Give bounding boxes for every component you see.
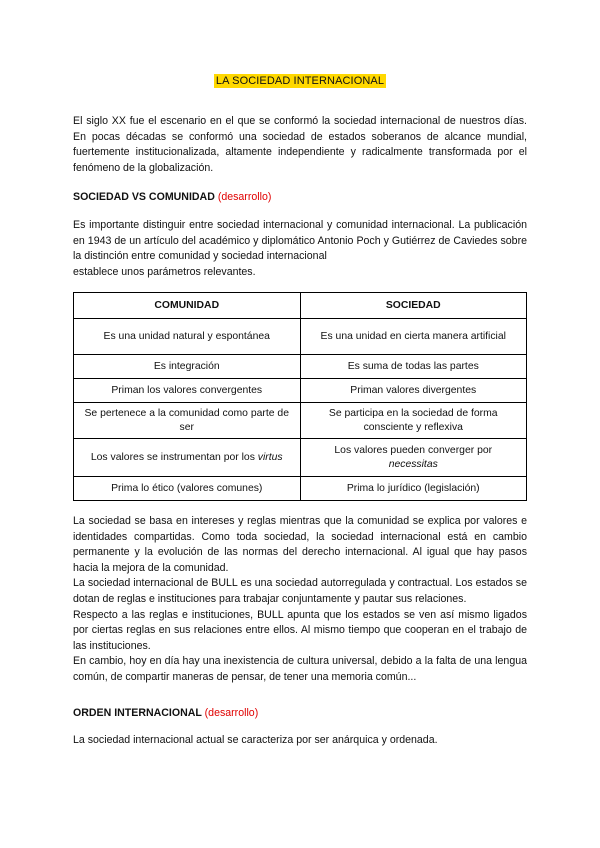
table-cell: Se pertenece a la comunidad como parte de ser <box>74 403 301 439</box>
section1-paragraph <box>73 218 527 280</box>
table-cell: Se participa en la sociedad de forma consciente y reflexiva <box>300 403 527 439</box>
row5-right-text: Los valores pueden converger por <box>334 445 493 456</box>
intro-paragraph <box>73 114 527 176</box>
table-cell: Prima lo ético (valores comunes) <box>74 477 301 501</box>
body-paragraphs <box>73 514 527 686</box>
section1-heading-text: SOCIEDAD VS COMUNIDAD <box>73 191 215 203</box>
table-header-sociedad: SOCIEDAD <box>300 293 527 319</box>
body-paragraph-3: Respecto a las reglas e instituciones, BULL apunta que los estados se ven así mismo ligados por ciertas reglas en sus relaciones entre ellos. Al mismo tiempo que cooperan en el trabajo de las instituciones. <box>73 608 527 652</box>
table-row <box>74 403 527 439</box>
section-heading-sociedad-vs-comunidad <box>73 190 271 204</box>
body-paragraph-2: La sociedad internacional de BULL es una sociedad autorregulada y contractual. Los estados se dotan de reglas e instituciones para trabajar conjuntamente y pautar sus relaciones. <box>73 577 527 605</box>
table-cell: Priman valores divergentes <box>300 379 527 403</box>
table-cell: Es una unidad en cierta manera artificial <box>300 319 527 355</box>
table-row <box>74 379 527 403</box>
section1-p1: Es importante distinguir entre sociedad internacional y comunidad internacional. La publicación en 1943 de un artículo del académico y diplomático Antonio Poch y Gutiérrez de Caviedes sobre la distinción entre comunidad y sociedad internacional <box>73 219 527 263</box>
table-cell: Es suma de todas las partes <box>300 355 527 379</box>
section1-note: (desarrollo) <box>217 191 272 203</box>
table-header-comunidad: COMUNIDAD <box>74 293 301 319</box>
section2-note: (desarrollo) <box>204 707 259 719</box>
table-cell: Es una unidad natural y espontánea <box>74 319 301 355</box>
table-row <box>74 355 527 379</box>
row5-left-text: Los valores se instrumentan por los <box>90 451 255 463</box>
intro-text: El siglo XX fue el escenario en el que se conformó la sociedad internacional de nuestros días. En pocas décadas se conformó una sociedad de estados soberanos de alcance mundial, fuertemente institucionalizada, altamente independiente y radicalmente transformada por el fenómeno de la globalización. <box>73 115 527 174</box>
title-wrap <box>0 71 600 89</box>
document-title: LA SOCIEDAD INTERNACIONAL <box>215 75 385 87</box>
body-paragraph-4: En cambio, hoy en día hay una inexistencia de cultura universal, debido a la falta de una lengua común, de compartir maneras de pensar, de tener una memoria común... <box>73 655 527 683</box>
section1-p1-end: establece unos parámetros relevantes. <box>73 265 256 278</box>
table-header-row <box>74 293 527 319</box>
comparison-table <box>73 292 527 501</box>
table-row <box>74 319 527 355</box>
table-cell: Prima lo jurídico (legislación) <box>300 477 527 501</box>
table-row <box>74 439 527 477</box>
section2-heading-text: ORDEN INTERNACIONAL <box>73 707 202 719</box>
body-paragraph-1: La sociedad se basa en intereses y reglas mientras que la comunidad se explica por valores e identidades compartidas. Como toda sociedad, la sociedad internacional está en cambio permanente y la evolución de las normas del derecho internacional. Al igual que hay pasos hacia la mejora de la comunidad. <box>73 515 527 574</box>
table-cell <box>300 439 527 477</box>
section-heading-orden-internacional <box>73 706 258 720</box>
table-cell <box>74 439 301 477</box>
row5-right-italic: necessitas <box>388 458 438 470</box>
table-cell: Es integración <box>74 355 301 379</box>
table-row <box>74 477 527 501</box>
section2-paragraph <box>73 733 527 749</box>
row5-left-italic: virtus <box>257 451 283 463</box>
table-cell: Priman los valores convergentes <box>74 379 301 403</box>
section2-p1: La sociedad internacional actual se caracteriza por ser anárquica y ordenada. <box>73 734 438 746</box>
